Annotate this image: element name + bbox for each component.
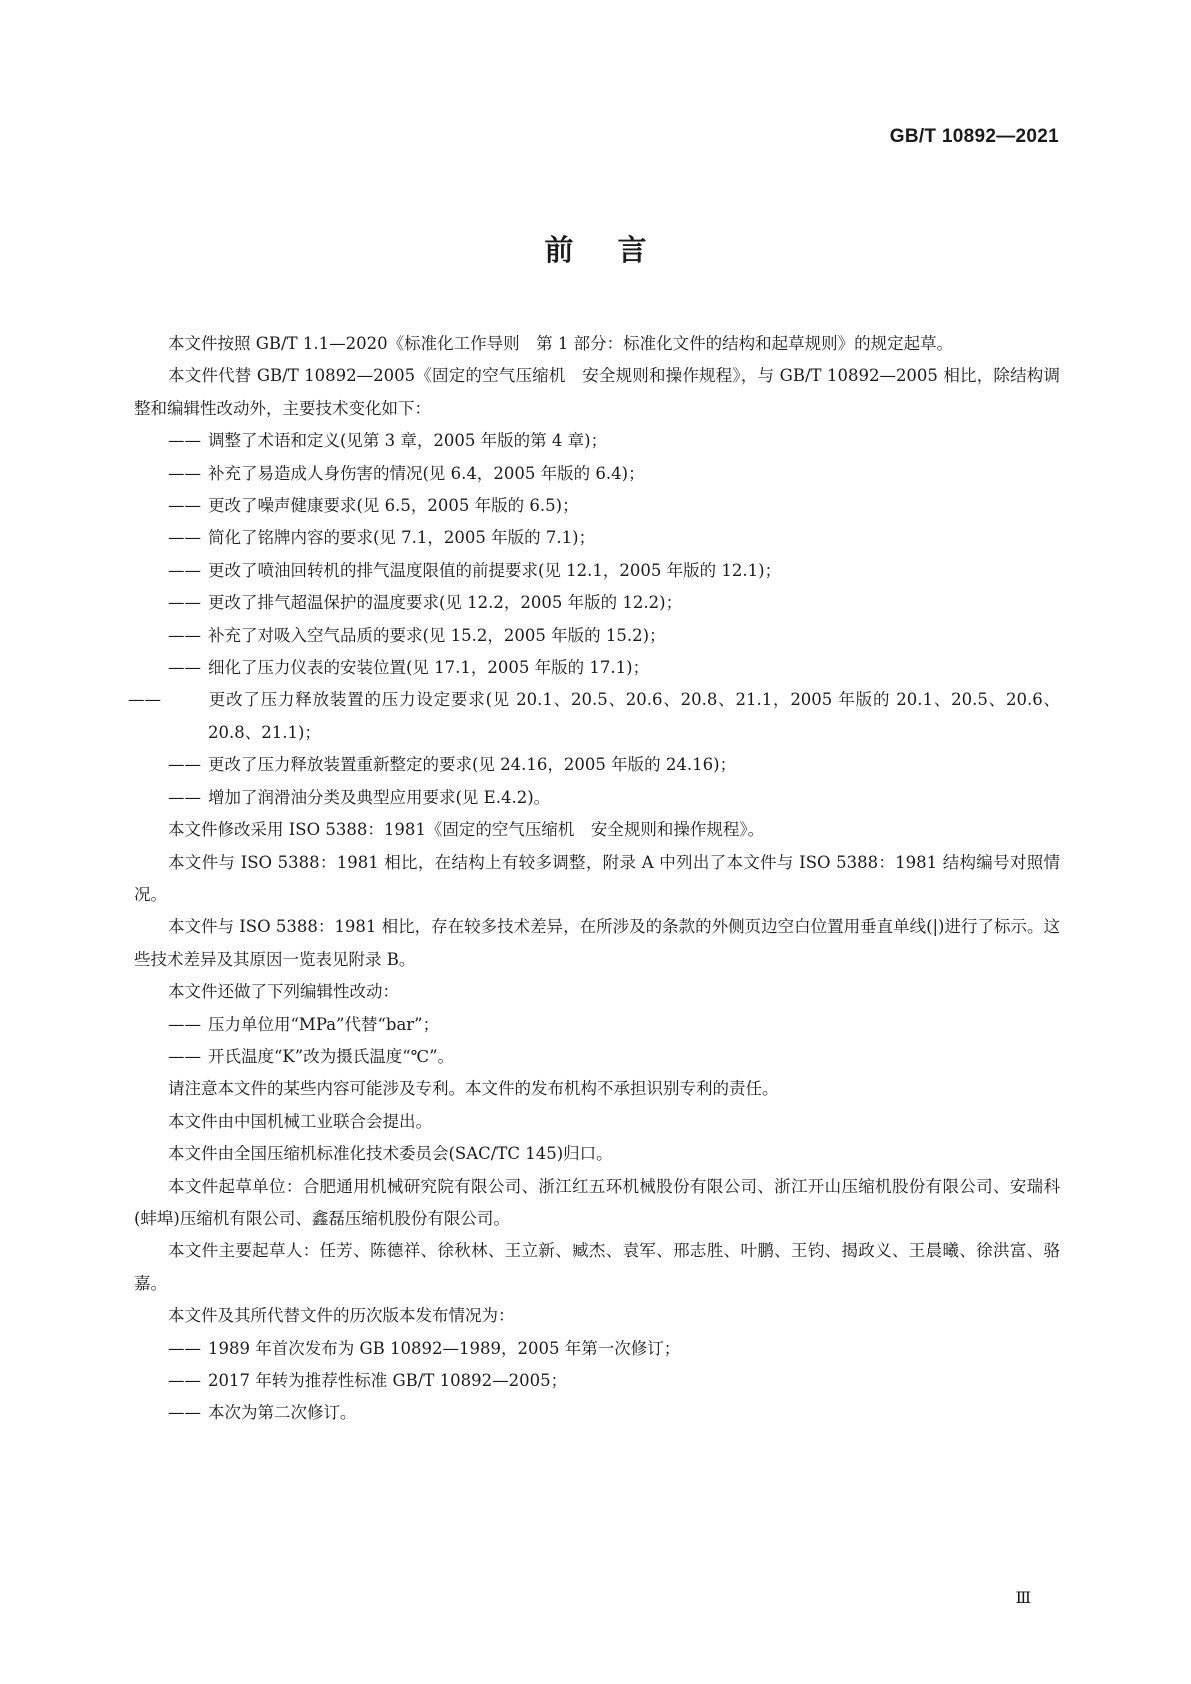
- list-item-text: 开氏温度“K”改为摄氏温度“℃”。: [208, 1046, 455, 1066]
- list-dash: ——: [168, 463, 201, 483]
- list-item: [134, 555, 1060, 587]
- page-title: 前言: [544, 233, 691, 267]
- list-dash: ——: [168, 1014, 201, 1034]
- list-item-text: 增加了润滑油分类及典型应用要求(见 E.4.2)。: [208, 787, 551, 807]
- list-dash: ——: [168, 625, 201, 645]
- paragraph: 本文件按照 GB/T 1.1—2020《标准化工作导则 第 1 部分：标准化文件的结构和起草规则》的规定起草。: [168, 334, 954, 353]
- list-item-text: 更改了喷油回转机的排气温度限值的前提要求(见 12.1，2005 年版的 12.1)；: [208, 560, 782, 580]
- list-dash: ——: [168, 1046, 201, 1066]
- list-item-text: 更改了压力释放装置重新整定的要求(见 24.16，2005 年版的 24.16)；: [208, 755, 737, 775]
- list-dash: ——: [168, 431, 201, 451]
- list-item: [134, 1009, 1060, 1041]
- list-item: [134, 458, 1060, 490]
- list-item: [134, 749, 1060, 781]
- list-item: [134, 1365, 1060, 1397]
- list-item: [134, 1041, 1060, 1073]
- list-item-text: 简化了铭牌内容的要求(见 7.1，2005 年版的 7.1)；: [208, 528, 596, 548]
- paragraph: 本文件由中国机械工业联合会提出。: [168, 1111, 432, 1131]
- list-item: [134, 1333, 1060, 1365]
- list-dash: ——: [128, 690, 161, 710]
- list-dash: ——: [168, 755, 201, 775]
- paragraph: 本文件代替 GB/T 10892—2005《固定的空气压缩机 安全规则和操作规程》，与 GB/T 10892—2005 相比，除结构调整和编辑性改动外，主要技术变化如下：: [134, 366, 1060, 418]
- list-item-text: 更改了压力释放装置的压力设定要求(见 20.1、20.5、20.6、20.8、21.1，2005 年版的 20.1、20.5、20.6、20.8、21.1)；: [208, 690, 1060, 742]
- list-item-text: 更改了噪声健康要求(见 6.5，2005 年版的 6.5)；: [208, 496, 579, 516]
- list-dash: ——: [168, 593, 201, 613]
- list-item: [134, 620, 1060, 652]
- list-dash: ——: [168, 528, 201, 548]
- paragraph: 本文件起草单位：合肥通用机械研究院有限公司、浙江红五环机械股份有限公司、浙江开山压缩机股份有限公司、安瑞科(蚌埠)压缩机有限公司、鑫磊压缩机股份有限公司。: [134, 1176, 1060, 1228]
- list-dash: ——: [168, 560, 201, 580]
- list-dash: ——: [168, 658, 201, 678]
- list-item-text: 本次为第二次修订。: [208, 1403, 357, 1423]
- list-item: [134, 652, 1060, 684]
- list-item-text: 细化了压力仪表的安装位置(见 17.1，2005 年版的 17.1)；: [208, 658, 650, 678]
- list-item: [134, 1397, 1060, 1429]
- list-item-text: 补充了对吸入空气品质的要求(见 15.2，2005 年版的 15.2)；: [208, 625, 666, 645]
- list-item: [134, 522, 1060, 554]
- paragraph: 本文件修改采用 ISO 5388：1981《固定的空气压缩机 安全规则和操作规程》。: [168, 820, 765, 840]
- paragraph: 本文件与 ISO 5388：1981 相比，在结构上有较多调整，附录 A 中列出了本文件与 ISO 5388：1981 结构编号对照情况。: [134, 852, 1060, 904]
- list-item: [134, 587, 1060, 619]
- list-dash: ——: [168, 1371, 201, 1390]
- page-number: Ⅲ: [1015, 1588, 1031, 1607]
- paragraph: 本文件与 ISO 5388：1981 相比，存在较多技术差异，在所涉及的条款的外侧页边空白位置用垂直单线(|)进行了标示。这些技术差异及其原因一览表见附录 B。: [134, 917, 1060, 969]
- list-dash: ——: [168, 1338, 201, 1358]
- list-item: [134, 782, 1060, 814]
- list-dash: ——: [168, 1403, 201, 1423]
- list-item: [134, 425, 1060, 457]
- list-item-text: 更改了排气超温保护的温度要求(见 12.2，2005 年版的 12.2)；: [208, 593, 683, 613]
- list-item-text: 压力单位用“MPa”代替“bar”；: [208, 1014, 440, 1034]
- paragraph: 请注意本文件的某些内容可能涉及专利。本文件的发布机构不承担识别专利的责任。: [168, 1079, 779, 1099]
- list-item-text: 补充了易造成人身伤害的情况(见 6.4，2005 年版的 6.4)；: [208, 463, 645, 483]
- list-item: [128, 684, 1060, 749]
- paragraph: 本文件及其所代替文件的历次版本发布情况为：: [168, 1306, 515, 1326]
- list-item-text: 2017 年转为推荐性标准 GB/T 10892—2005；: [208, 1371, 568, 1390]
- standard-number: GB/T 10892—2021: [889, 126, 1059, 147]
- paragraph: 本文件由全国压缩机标准化技术委员会(SAC/TC 145)归口。: [168, 1144, 613, 1164]
- list-item-text: 调整了术语和定义(见第 3 章，2005 年版的第 4 章)；: [208, 431, 608, 451]
- list-item-text: 1989 年首次发布为 GB 10892—1989，2005 年第一次修订；: [208, 1338, 681, 1358]
- paragraph: 本文件还做了下列编辑性改动：: [168, 982, 399, 1002]
- paragraph: 本文件主要起草人：任芳、陈德祥、徐秋林、王立新、臧杰、袁军、邢志胜、叶鹏、王钧、揭政义、王晨曦、徐洪富、骆嘉。: [134, 1241, 1060, 1293]
- foreword-body: [128, 328, 1060, 1430]
- list-dash: ——: [168, 496, 201, 516]
- list-item: [134, 490, 1060, 522]
- list-dash: ——: [168, 787, 201, 807]
